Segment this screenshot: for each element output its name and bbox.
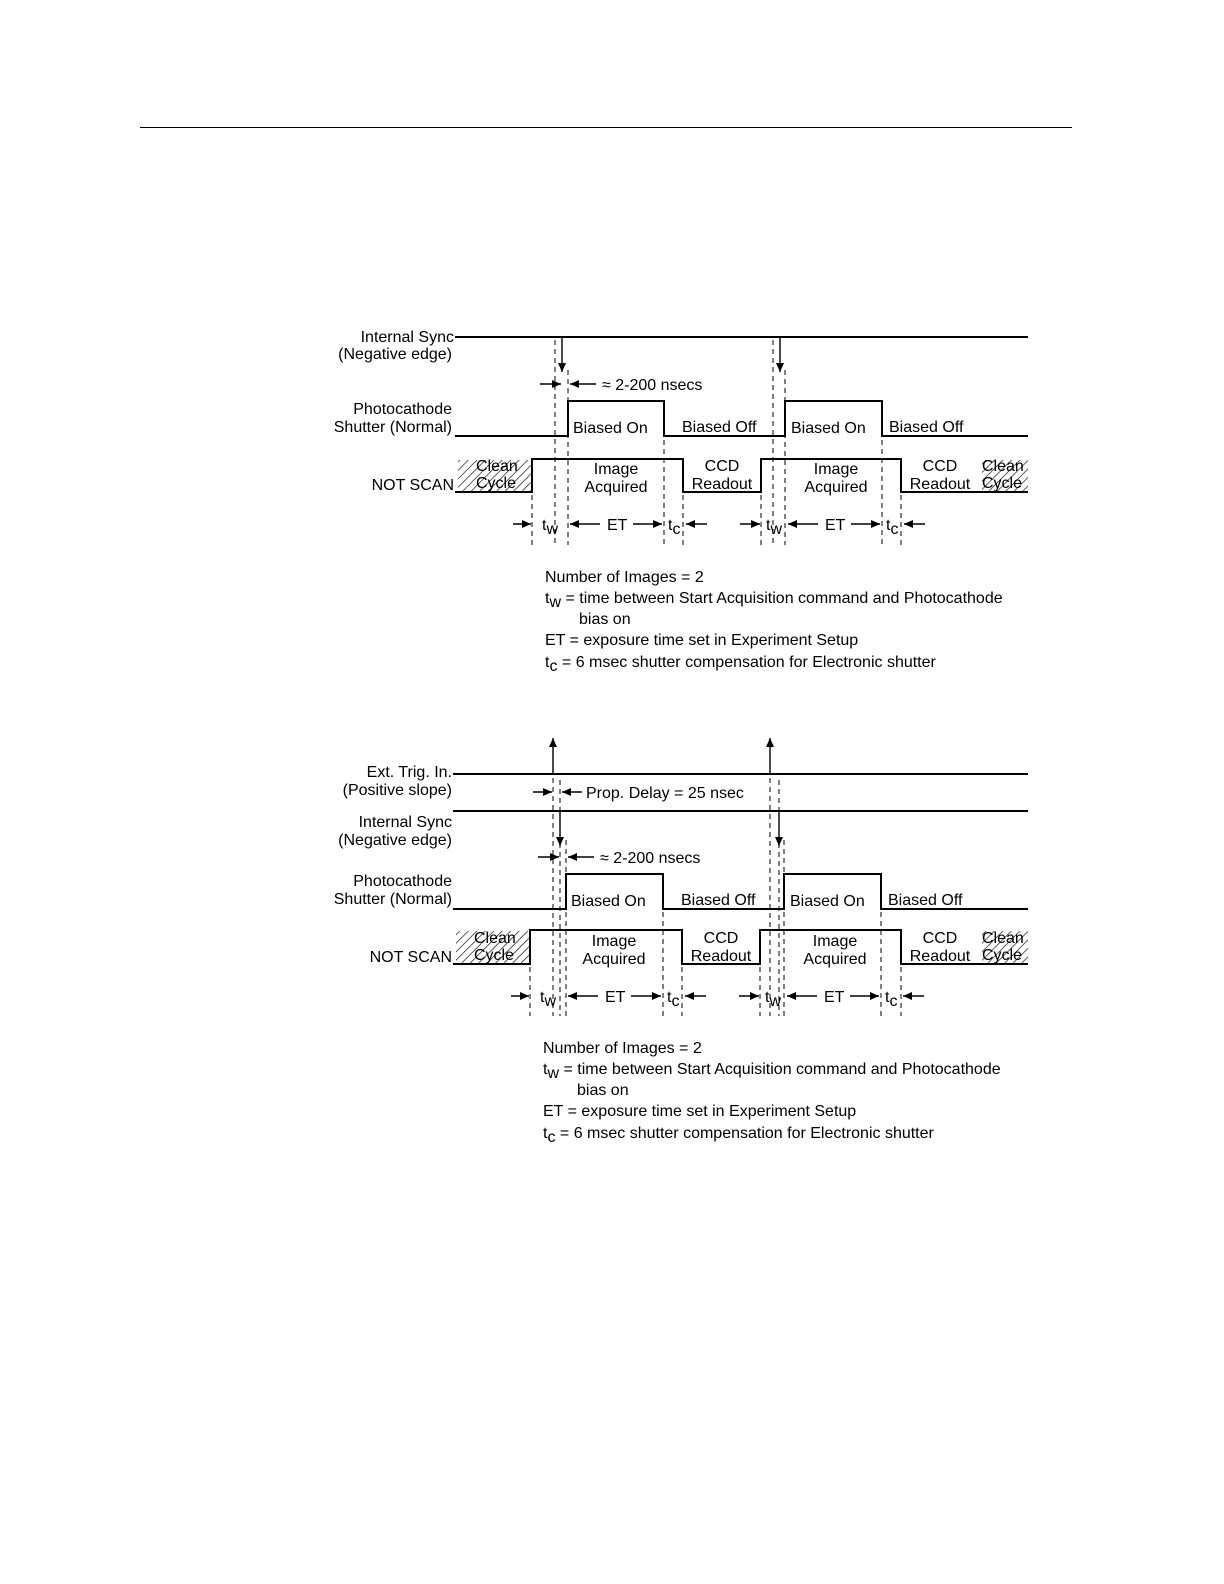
tc-label-2: tc bbox=[886, 517, 899, 538]
legend-tc: tc = 6 msec shutter compensation for Electronic shutter bbox=[543, 1125, 934, 1146]
timing-diagram-internal-sync bbox=[0, 300, 1224, 700]
biased-off-label-2: Biased Off bbox=[889, 419, 964, 436]
internal-sync-sublabel: (Negative edge) bbox=[338, 832, 452, 849]
legend-tc: tc = 6 msec shutter compensation for Electronic shutter bbox=[545, 654, 936, 675]
image-acquired-label-2a: Image bbox=[813, 461, 859, 478]
internal-sync-label: Internal Sync bbox=[358, 814, 452, 831]
image-acquired-label-2a: Image bbox=[812, 933, 858, 950]
internal-sync-sublabel: (Negative edge) bbox=[338, 346, 452, 363]
photocathode-label: Photocathode bbox=[353, 401, 452, 418]
timing-diagram-external-trigger bbox=[0, 720, 1224, 1160]
biased-off-label-1: Biased Off bbox=[682, 419, 757, 436]
ccd-readout-label-2a: CCD bbox=[922, 930, 958, 947]
tc-label-1: tc bbox=[667, 989, 680, 1010]
et-label-1: ET bbox=[605, 989, 626, 1006]
internal-sync-label: Internal Sync bbox=[360, 329, 454, 346]
delay-label: ≈ 2-200 nsecs bbox=[600, 850, 701, 867]
clean-cycle-label-1a: Clean bbox=[474, 930, 516, 947]
ext-trig-label: Ext. Trig. In. bbox=[366, 764, 452, 781]
not-scan-label: NOT SCAN bbox=[371, 477, 454, 494]
legend-tw-continued: bias on bbox=[577, 1082, 629, 1099]
legend-number-of-images: Number of Images = 2 bbox=[543, 1040, 702, 1057]
image-acquired-label-1a: Image bbox=[593, 461, 639, 478]
legend-number-of-images: Number of Images = 2 bbox=[545, 569, 704, 586]
clean-cycle-label-1b: Cycle bbox=[476, 475, 517, 492]
image-acquired-label-2b: Acquired bbox=[804, 479, 868, 496]
photocathode-sublabel: Shutter (Normal) bbox=[333, 419, 452, 436]
photocathode-sublabel: Shutter (Normal) bbox=[333, 891, 452, 908]
tw-label-1: tw bbox=[542, 517, 559, 538]
legend-et: ET = exposure time set in Experiment Setup bbox=[543, 1103, 857, 1120]
biased-on-label-2: Biased On bbox=[790, 893, 865, 910]
biased-on-label-2: Biased On bbox=[791, 420, 866, 437]
clean-cycle-label-2a: Clean bbox=[982, 930, 1024, 947]
legend-tw: tw = time between Start Acquisition command and Photocathode bbox=[543, 1061, 1001, 1082]
tw-label-1: tw bbox=[540, 989, 557, 1010]
image-acquired-label-1a: Image bbox=[591, 933, 637, 950]
image-acquired-label-1b: Acquired bbox=[582, 951, 646, 968]
et-label-2: ET bbox=[824, 989, 845, 1006]
legend-et: ET = exposure time set in Experiment Setup bbox=[545, 632, 859, 649]
tc-label-1: tc bbox=[668, 517, 681, 538]
ccd-readout-label-2a: CCD bbox=[922, 458, 958, 475]
photocathode-label: Photocathode bbox=[353, 873, 452, 890]
tc-label-2: tc bbox=[885, 989, 898, 1010]
ccd-readout-label-1b: Readout bbox=[691, 476, 753, 493]
legend-tw: tw = time between Start Acquisition command and Photocathode bbox=[545, 590, 1003, 611]
biased-off-label-1: Biased Off bbox=[681, 892, 756, 909]
ccd-readout-label-1a: CCD bbox=[704, 458, 740, 475]
ccd-readout-label-1b: Readout bbox=[690, 948, 752, 965]
image-acquired-label-2b: Acquired bbox=[803, 951, 867, 968]
tw-label-2: tw bbox=[765, 989, 782, 1010]
prop-delay-label: Prop. Delay = 25 nsec bbox=[586, 785, 744, 802]
tw-label-2: tw bbox=[766, 517, 783, 538]
clean-cycle-label-2b: Cycle bbox=[982, 475, 1023, 492]
ext-trig-sublabel: (Positive slope) bbox=[342, 782, 452, 799]
biased-on-label-1: Biased On bbox=[573, 420, 648, 437]
image-acquired-label-1b: Acquired bbox=[584, 479, 648, 496]
biased-off-label-2: Biased Off bbox=[888, 892, 963, 909]
legend-tw-continued: bias on bbox=[579, 611, 631, 628]
ccd-readout-label-1a: CCD bbox=[703, 930, 739, 947]
clean-cycle-label-2b: Cycle bbox=[982, 947, 1023, 964]
ccd-readout-label-2b: Readout bbox=[909, 948, 971, 965]
delay-label: ≈ 2-200 nsecs bbox=[602, 377, 703, 394]
clean-cycle-label-2a: Clean bbox=[982, 458, 1024, 475]
biased-on-label-1: Biased On bbox=[571, 893, 646, 910]
header-rule bbox=[140, 127, 1072, 128]
et-label-2: ET bbox=[825, 517, 846, 534]
ccd-readout-label-2b: Readout bbox=[909, 476, 971, 493]
clean-cycle-label-1b: Cycle bbox=[474, 947, 515, 964]
clean-cycle-label-1a: Clean bbox=[476, 458, 518, 475]
et-label-1: ET bbox=[607, 517, 628, 534]
not-scan-label: NOT SCAN bbox=[369, 949, 452, 966]
